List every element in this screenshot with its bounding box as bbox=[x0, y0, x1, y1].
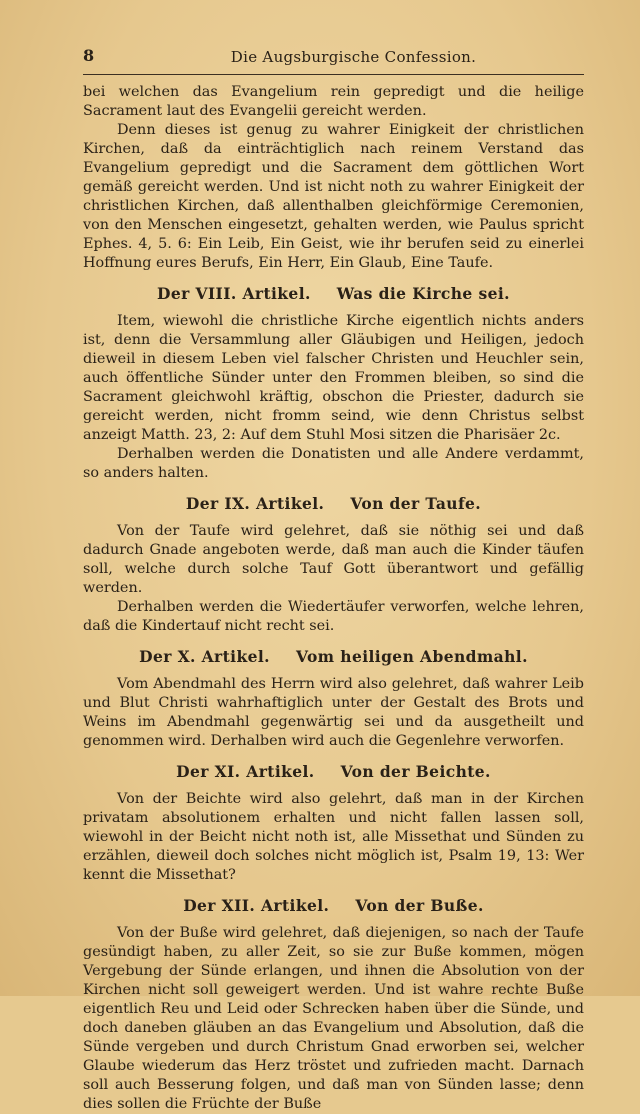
article-heading-9 bbox=[83, 494, 584, 514]
article-title: Vom heiligen Abendmahl. bbox=[295, 647, 528, 666]
paragraph: bei welchen das Evangelium rein gepredigt und die heilige Sacrament laut des Evangelii gereicht werden. bbox=[83, 84, 584, 119]
article-number: Der VIII. Artikel. bbox=[157, 284, 311, 303]
article-heading-10 bbox=[83, 647, 584, 667]
paragraph: Denn dieses ist genug zu wahrer Einigkeit der christlichen Kirchen, daß da einträchtiglich nach reinem Verstand das Evangelium gepredigt und die Sacrament dem göttlichen Wort gemäß gereicht werden. Und ist nicht noth zu wahrer Einigkeit der christlichen Kirchen, daß allenthalben gleichförmige Ceremonien, von den Menschen eingesetzt, gehalten werden, wie Paulus spricht Ephes. 4, 5. 6: Ein Leib, Ein Geist, wie ihr berufen seid zu einerlei Hoffnung eures Berufs, Ein Herr, Ein Glaub, Eine Taufe. bbox=[83, 122, 584, 271]
article-number: Der XII. Artikel. bbox=[183, 896, 330, 915]
running-title: Die Augsburgische Confession. bbox=[230, 48, 477, 66]
paragraph: Derhalben werden die Wiedertäufer verworfen, welche lehren, daß die Kindertauf nicht recht sei. bbox=[83, 599, 584, 634]
paragraph: Von der Taufe wird gelehret, daß sie nöthig sei und daß dadurch Gnade angeboten werde, daß man auch die Kinder täufen soll, welche durch solche Tauf Gott überantwort und gefällig werden. bbox=[83, 523, 584, 596]
article-number: Der XI. Artikel. bbox=[176, 762, 315, 781]
article-heading-11 bbox=[83, 762, 584, 782]
paragraph: Derhalben werden die Donatisten und alle Andere verdammt, so anders halten. bbox=[83, 446, 584, 481]
article-title: Was die Kirche sei. bbox=[336, 284, 510, 303]
article-number: Der IX. Artikel. bbox=[185, 494, 325, 513]
article-number: Der X. Artikel. bbox=[139, 647, 270, 666]
paragraph: Von der Buße wird gelehret, daß diejenigen, so nach der Taufe gesündigt haben, zu aller Zeit, so sie zur Buße kommen, mögen Vergebung der Sünde erlangen, und ihnen die Absolution von der Kirchen nicht soll geweigert werden. Und ist wahre rechte Buße eigentlich Reu und Leid oder Schrecken haben über die Sünde, und doch daneben gläuben an das Evangelium und Absolution, daß die Sünde vergeben und durch Christum Gnad erworben sei, welcher Glaube wiederum das Herz tröstet und zufrieden macht. Darnach soll auch Besserung folgen, und daß man von Sünden lasse; denn dies sollen die Früchte der Buße bbox=[83, 925, 584, 1112]
paragraph: Vom Abendmahl des Herrn wird also gelehret, daß wahrer Leib und Blut Christi wahrhaftiglich unter der Gestalt des Brots und Weins im Abendmahl gegenwärtig sei und da ausgetheilt und genommen wird. Derhalben wird auch die Gegenlehre verworfen. bbox=[83, 676, 584, 749]
page-header bbox=[83, 44, 584, 75]
article-heading-8 bbox=[83, 284, 584, 304]
paragraph: Von der Beichte wird also gelehrt, daß man in der Kirchen privatam absolutionem erhalten und nicht fallen lassen soll, wiewohl in der Beicht nicht noth ist, alle Missethat und Sünden zu erzählen, dieweil doch solches nicht möglich ist, Psalm 19, 13: Wer kennt die Missethat? bbox=[83, 791, 584, 883]
page-number: 8 bbox=[83, 46, 95, 65]
article-heading-12 bbox=[83, 896, 584, 916]
paragraph: Item, wiewohl die christliche Kirche eigentlich nichts anders ist, denn die Versammlung aller Gläubigen und Heiligen, jedoch dieweil in diesem Leben viel falscher Christen und Heuchler sein, auch öffentliche Sünder unter den Frommen bleiben, so sind die Sacrament gleichwohl kräftig, obschon die Priester, dadurch sie gereicht werden, nicht fromm seind, wie denn Christus selbst anzeigt Matth. 23, 2: Auf dem Stuhl Mosi sitzen die Pharisäer 2c. bbox=[83, 313, 584, 443]
article-title: Von der Beichte. bbox=[340, 762, 491, 781]
article-title: Von der Taufe. bbox=[350, 494, 482, 513]
article-title: Von der Buße. bbox=[355, 896, 484, 915]
